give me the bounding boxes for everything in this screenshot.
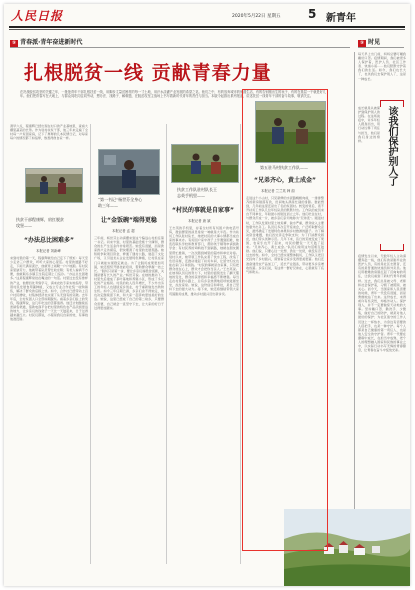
article-2-kicker: “第一书记”杨世芬全身心 助三年—— (98, 197, 143, 208)
masthead-rule (9, 26, 405, 28)
column-divider (90, 124, 91, 564)
column-divider (166, 124, 167, 564)
article-2-title: 让“金饭碗”端得更稳 (101, 217, 157, 224)
article-3-byline: 本报记者 唐 斌 (188, 219, 211, 223)
column-tag-left (10, 37, 82, 46)
column-tag-divider (10, 47, 350, 48)
article-1-lead-text: 清早六点，程康辉已经出现在村口的产业基地里，查看大棚里蔬菜的长势。作为驻村扶贫干部，他三年来走遍了全村每一户贫困家庭，记下了厚厚的几本民情日记，对每家每户的情况都了如指掌，熟悉得像自家一样。 (10, 124, 88, 141)
article-2-byline: 本报记者 孟 超 (112, 229, 135, 233)
column-tag-label: 青春派·青年奋进新时代 (20, 39, 83, 46)
article-2-photo (98, 149, 160, 195)
article-1-title: “办法总比困难多” (24, 237, 74, 244)
sidebar-divider (354, 52, 355, 572)
article-1-byline: 本报记者 刘新峰 (36, 249, 61, 253)
highlight-box (242, 89, 328, 551)
commentary-side-text: 成长就是从被保护到保护别人的过程。在这场战疫中，许多年轻人挺身而出，用行动诠释了责任与担当，他们是我们身边的榜样。 (358, 106, 380, 143)
commentary-intro-text: 每天早上出门前，妈妈总要叮嘱我戴好口罩。疫情期间，我们被很多人保护着，医护人员、社区工作者、快递小哥……他们默默守护着我们的生活。如今，我们也长大了，也该我们去保护别人了，这是一种成长。 (358, 52, 406, 81)
article-4-body-text: 走进这个小山村，只见新修的水泥路蜿蜒向前，一排排整齐的新房错落有致，田间地头满是忙碌的身影。谁能想到，几年前这里还是出了名的贫困村。转变的背后，离不开扶贫工作队几位年轻队员的默默付出。工作队的成员来自不同单位，年龄最小的刚过而立之年。他们吃住在村，与群众打成一片，被乡亲们亲切地称为“兄弟连”。刚进村时，工作队发现村里土地贫瘠、缺水严重，群众收入主要依靠外出务工。队员们多次召开座谈会，广泛听取群众意见，最终确定了发展特色林果和乡村旅游的路子。为了解决资金难题，他们四处奔走争取支持；为了打消群众顾虑，他们带头试种示范。几年下来，昔日的荒坡变成了果园，农家乐也开了起来，村民的腰包一天天鼓了起来。“兄弟齐心，黄土成金。”队员们常用这句话相互鼓励。他们说，只要心往一处想、劲往一处使，就没有迈不过去的坎。如今，全村已经实现整体脱贫，工作队又把目光投向了乡村振兴，谋划着让家乡变得更美更富。他们还准备建设农产品加工厂，延长产业链条，带动更多乡亲增收致富。乡亲们说，有这样一群好兄弟在，心里就有了底气和盼头。 (246, 196, 324, 274)
page-number: 5 (308, 7, 317, 21)
issue-date: 2020年5月22日 星期五 (232, 14, 281, 19)
article-4-kicker: 第五驻马村扶贫工作队—— (260, 165, 308, 170)
column-tag-label: 时见 (368, 39, 381, 46)
column-tag-divider (358, 47, 404, 48)
article-1-photo (25, 168, 83, 203)
commentary-title: 该我们保护别人了 (386, 106, 397, 186)
article-4-byline: 本报记者 兰兰英 韩 韵 (261, 189, 295, 193)
article-3-kicker: 扶贫工作队驻村队长王 志英手机里—— (177, 187, 217, 198)
masthead-rule-thin (9, 29, 405, 30)
column-divider (240, 124, 241, 564)
newspaper-page (4, 4, 410, 586)
section-name: 新青年 (326, 13, 356, 24)
article-4-title: “兄弟齐心，黄土成金” (254, 177, 316, 184)
article-1-kicker: 扶贫干部程康辉，肩扛脱贫 攻坚—— (16, 217, 64, 228)
article-3-photo (171, 144, 239, 183)
article-1-body-text: 来到村里的第一天，程康辉就给自己定下了规矩：每天至少走访三户群众，听听大家的心里话。村里的道路不好走，下雨天满是泥泞，他就穿上雨靴一户户地跑。有村民家里缺劳力，他就带着队员帮忙收庄稼；有老人看病不方便，他就联系乡镇卫生院定期上门巡诊。“办法总比困难多。”这是程康辉常挂在嘴边的一句话。村里过去没有像样的产业，他便四处考察学习，请来农技专家实地指导，带领村民发展食用菌种植，又成立专业合作社统一收购销售，解决了群众的后顾之忧。如今，合作社已经带动上百户村民增收，村集体经济也实现了从无到有的突破。去年年底，全村贫困人口全部如期脱贫。看着乡亲们脸上的笑容，程康辉说，这几年吃过的苦都值得。他还计划继续拓宽销售渠道，借助电商平台把村里的特色农产品卖到更远的地方，让乡亲们的钱袋子一天比一天鼓起来，日子过得越来越红火。村民们都说，小程是我们自家的娃，有事找他准没错。 (10, 256, 88, 322)
page-headline: 扎根脱贫一线 贡献青春力量 (24, 62, 272, 84)
article-2-body-text: 三年前，杨世芬主动请缨来到这个偏远山村担任第一书记。初来乍到，村里的基础设施十分薄弱，群众的生产生活条件非常艰苦。她没有退缩，而是挨家挨户走访摸底，很快理清了村里的发展思路。她积极争取项目资金，修通了通村公路，建起了文化广场，又引进龙头企业发展特色种植，让村民在家门口就能实现稳定就业。为了让脱贫成果更加巩固，她还组织开展技能培训，帮助群众掌握一技之长。“脱贫只是第一步，要让乡亲们端稳金饭碗，关键是要有长久的产业。”杨世芬说。在她的推动下，村里先后建成了茶叶基地和养殖小区，形成了多元化的产业格局。村民的收入连年增长，不少外出务工的年轻人也陆续返乡创业，村子重新焕发出勃勃生机。如今三年任期已满，乡亲们舍不得她走，她也决定继续留下来，和大家一起奔向更加美好的生活。她说，这里已经成了自己的第二故乡，只要群众需要，自己就会一直坚守下去，让大家的好日子过得更加踏实。 (94, 236, 164, 310)
editor-intro-text: 在决战脱贫攻坚的关键之年，一批批青年干部扎根扶贫一线，用脚步丈量贫困村的每一寸土地，用汗水浇灌产业发展的希望之花。他们之中，有的放弃城市的优渥生活，有的告别刚出生的孩子，有的在基层一干就是好几年。他们把青春写在大地上，与群众同吃同住同劳动，想办法、找路子、解难题，在脱贫攻坚主战场上书写着新时代青年的责任与担当。本版今起推出系列报道，讲述扶贫一线青年干部的奋斗故事，敬请关注。 (20, 90, 326, 99)
commentary-body-text: 疫情发生以来，无数年轻人主动请缨奔赴一线，他们有的是刚毕业的医护人员，有的是社区志愿者，还有的是普通的快递员和外卖员。他们用稚嫩的肩膀扛起了沉甸甸的责任，让我们看到了新时代青年的模样。过去，我们总是被父母、老师和社会保护着，习惯了被照顾、被关心。而今天，当国家和人民需要的时候，青年一代没有退缩，而是勇敢地站了出来。这份成长，来得或许有些突然，却格外动人。保护别人，并不一定要做惊天动地的大事。坚持戴口罩、勤洗手、少聚集，做好自己的防护，就是对他人最好的保护；为社区值守的工作人员送上一杯热水，为身边有需要的人搭把手，也是一种守护。每个人都是自己健康的第一责任人，也是他人安全的守护者。青年一代要在磨砺中成长，在担当中成熟，把个人的理想融入国家和民族的事业之中，以实际行动书写无悔的青春篇章，让青春在奋斗中绽放光彩。 (358, 254, 406, 353)
article-3-body-text: 王志英的手机里，存着全村所有贫困户的电话号码，微信群里的消息常常一响就是大半夜。作为扶贫工作队驻村队长，她把村民的大事小情都当成自家的事来办。有贫困户家中孩子上学遇到困难，她连夜联系学校和教育部门，帮助孩子顺利申请到助学金；有村民养的鸡鸭找不到销路，她就在朋友圈里帮忙推销，一次次跑到城里的超市和单位对接。驻村以来，她带领工作队完善了饮水工程，改造了危旧房屋，还推动建起了扶贫车间，让留守妇女也能在家门口挣到钱。“村民的事就是自家事，只有把群众放在心上，群众才会把你当亲人。”王志英说。在她和队员们的努力下，村里的面貌发生了翻天覆地的变化，群众的获得感和幸福感不断增强。每当走在村里的小路上，总有乡亲热情地招呼她进屋坐坐，拉拉家常。她说，这份信任和牵挂，是自己坚持下去的最大动力。接下来，她还将继续带领大家巩固脱贫成果，推动乡村振兴迈出新步伐。 (169, 226, 239, 296)
commentary-title-bracket (380, 244, 404, 251)
column-tag-mark: ⑤ (360, 41, 365, 46)
article-3-title: “村民的事就是自家事” (172, 207, 234, 214)
newspaper-logo: 人民日报 (11, 9, 64, 23)
column-tag-right (358, 37, 380, 46)
column-tag-mark: ⑤ (12, 41, 17, 46)
